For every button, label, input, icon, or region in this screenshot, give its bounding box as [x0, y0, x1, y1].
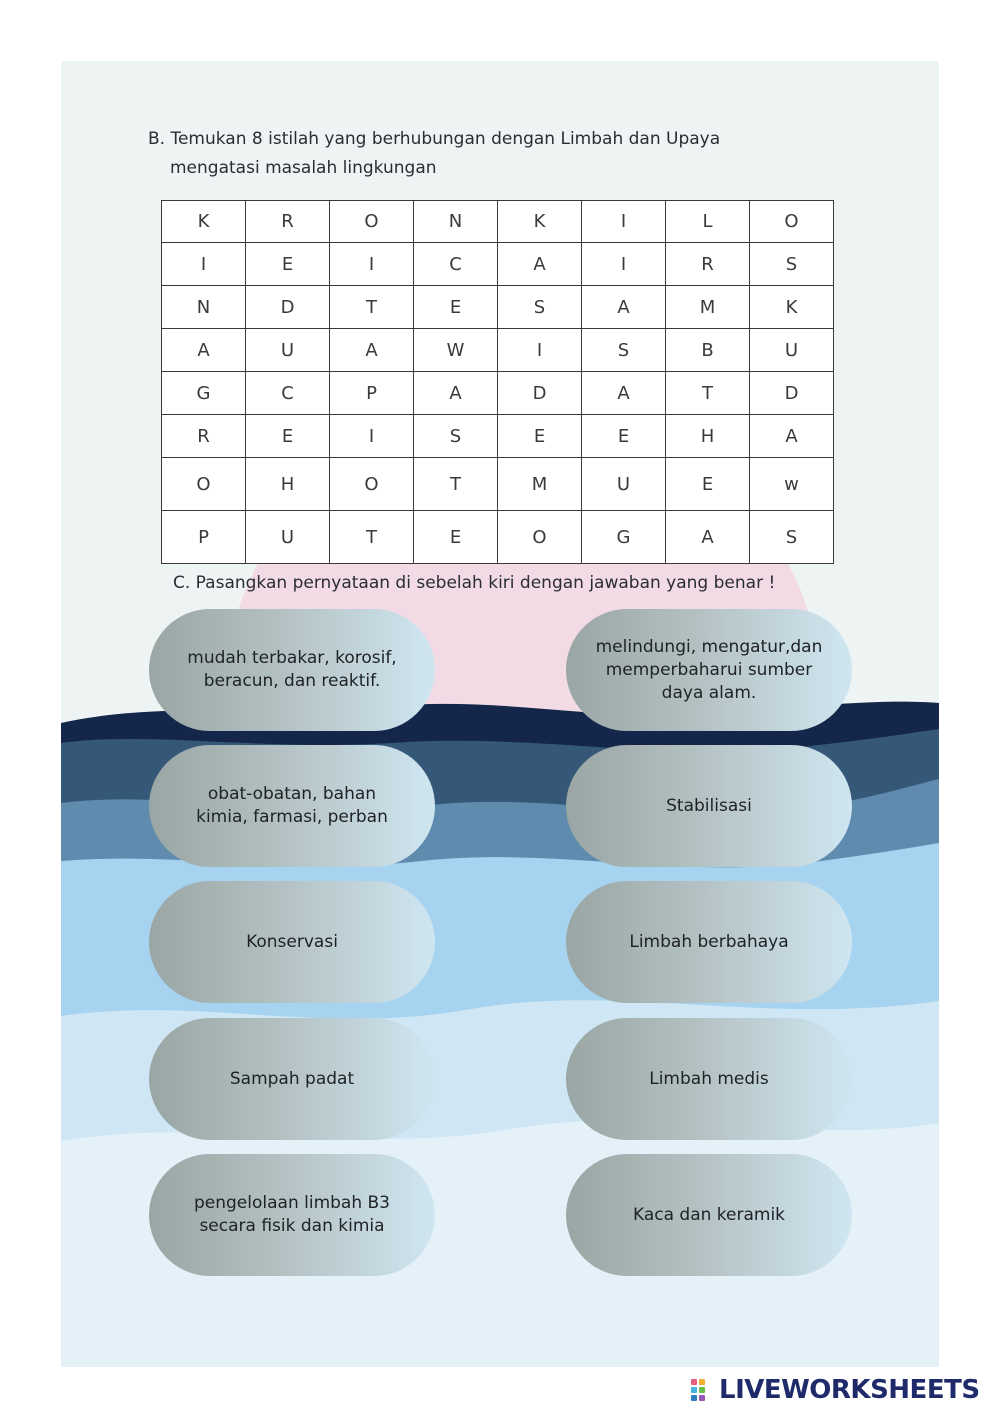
section-b-line1: B. Temukan 8 istilah yang berhubungan dengan Limbah dan Upaya: [148, 129, 721, 149]
card-text-line: kimia, farmasi, perban: [196, 807, 388, 827]
grid-cell[interactable]: O: [498, 511, 582, 564]
liveworksheets-icon: [691, 1378, 715, 1402]
grid-cell[interactable]: N: [414, 201, 498, 243]
grid-cell[interactable]: S: [750, 511, 834, 564]
grid-cell[interactable]: O: [330, 458, 414, 511]
card-text-line: mudah terbakar, korosif,: [187, 648, 397, 668]
statement-card-1[interactable]: [149, 609, 435, 731]
grid-cell[interactable]: T: [414, 458, 498, 511]
grid-cell[interactable]: E: [666, 458, 750, 511]
grid-cell[interactable]: R: [162, 415, 246, 458]
grid-cell[interactable]: U: [246, 329, 330, 372]
grid-cell[interactable]: S: [414, 415, 498, 458]
card-text-line: Sampah padat: [229, 1068, 355, 1089]
answer-card-3[interactable]: [566, 881, 852, 1003]
grid-cell[interactable]: A: [582, 372, 666, 415]
card-text-line: Limbah berbahaya: [629, 931, 789, 952]
grid-cell[interactable]: D: [246, 286, 330, 329]
grid-cell[interactable]: E: [582, 415, 666, 458]
grid-row: [162, 201, 834, 243]
grid-cell[interactable]: I: [582, 201, 666, 243]
grid-row: [162, 415, 834, 458]
grid-cell[interactable]: W: [414, 329, 498, 372]
card-text: [230, 1068, 354, 1091]
grid-cell[interactable]: L: [666, 201, 750, 243]
grid-row: [162, 511, 834, 564]
card-text: [649, 1068, 769, 1091]
card-text-line: Limbah medis: [649, 1068, 769, 1089]
statement-card-3[interactable]: [149, 881, 435, 1003]
card-text: [196, 783, 388, 829]
grid-cell[interactable]: R: [246, 201, 330, 243]
grid-cell[interactable]: E: [246, 415, 330, 458]
grid-cell[interactable]: H: [246, 458, 330, 511]
card-text: [666, 795, 752, 818]
grid-cell[interactable]: M: [498, 458, 582, 511]
grid-cell[interactable]: E: [498, 415, 582, 458]
grid-cell[interactable]: P: [330, 372, 414, 415]
section-b-line2: mengatasi masalah lingkungan: [170, 158, 437, 178]
grid-cell[interactable]: T: [330, 286, 414, 329]
grid-cell[interactable]: U: [582, 458, 666, 511]
grid-cell[interactable]: H: [666, 415, 750, 458]
grid-cell[interactable]: D: [498, 372, 582, 415]
grid-cell[interactable]: D: [750, 372, 834, 415]
grid-cell[interactable]: T: [666, 372, 750, 415]
answer-card-5[interactable]: [566, 1154, 852, 1276]
grid-cell[interactable]: A: [162, 329, 246, 372]
grid-cell[interactable]: M: [666, 286, 750, 329]
grid-cell[interactable]: S: [582, 329, 666, 372]
grid-cell[interactable]: A: [330, 329, 414, 372]
grid-cell[interactable]: K: [750, 286, 834, 329]
statement-card-2[interactable]: [149, 745, 435, 867]
grid-cell[interactable]: G: [162, 372, 246, 415]
card-text-line: beracun, dan reaktif.: [203, 671, 381, 691]
card-text-line: secara fisik dan kimia: [199, 1216, 385, 1236]
grid-cell[interactable]: S: [498, 286, 582, 329]
grid-row: [162, 372, 834, 415]
section-c-instruction: C. Pasangkan pernyataan di sebelah kiri dengan jawaban yang benar !: [173, 573, 776, 593]
statement-card-5[interactable]: [149, 1154, 435, 1276]
card-text-line: memperbaharui sumber: [605, 659, 813, 680]
card-text-line: melindungi, mengatur,dan: [595, 636, 823, 657]
grid-cell[interactable]: A: [498, 243, 582, 286]
grid-cell[interactable]: O: [330, 201, 414, 243]
card-text: [194, 1192, 390, 1238]
liveworksheets-logo-text: LIVEWORKSHEETS: [719, 1375, 980, 1405]
card-text: [246, 931, 338, 954]
grid-cell[interactable]: G: [582, 511, 666, 564]
card-text: [629, 931, 788, 954]
grid-cell[interactable]: U: [750, 329, 834, 372]
grid-row: [162, 286, 834, 329]
grid-row: [162, 329, 834, 372]
card-text-line: Konservasi: [246, 931, 338, 952]
grid-cell[interactable]: S: [750, 243, 834, 286]
answer-card-2[interactable]: [566, 745, 852, 867]
grid-cell[interactable]: K: [498, 201, 582, 243]
worksheet-page: [61, 61, 939, 1367]
grid-cell[interactable]: I: [162, 243, 246, 286]
grid-cell[interactable]: A: [666, 511, 750, 564]
grid-cell[interactable]: E: [246, 243, 330, 286]
card-text-line: daya alam.: [661, 682, 757, 703]
grid-cell[interactable]: A: [582, 286, 666, 329]
grid-cell[interactable]: A: [750, 415, 834, 458]
card-text: [596, 636, 823, 705]
grid-cell[interactable]: O: [162, 458, 246, 511]
grid-cell[interactable]: E: [414, 286, 498, 329]
card-text: [633, 1204, 785, 1227]
statement-card-4[interactable]: [149, 1018, 435, 1140]
card-text: [187, 647, 396, 693]
grid-cell[interactable]: N: [162, 286, 246, 329]
answer-card-1[interactable]: [566, 609, 852, 731]
grid-cell[interactable]: U: [246, 511, 330, 564]
grid-cell[interactable]: I: [330, 415, 414, 458]
grid-cell[interactable]: T: [330, 511, 414, 564]
grid-cell[interactable]: E: [414, 511, 498, 564]
section-b-instruction: [148, 125, 788, 183]
card-text-line: obat-obatan, bahan: [207, 784, 377, 804]
card-text-line: Stabilisasi: [666, 795, 752, 816]
card-text-line: pengelolaan limbah B3: [193, 1193, 390, 1213]
grid-cell[interactable]: I: [582, 243, 666, 286]
grid-cell[interactable]: O: [750, 201, 834, 243]
grid-cell[interactable]: A: [414, 372, 498, 415]
grid-cell[interactable]: R: [666, 243, 750, 286]
answer-card-4[interactable]: [566, 1018, 852, 1140]
grid-row: [162, 243, 834, 286]
grid-cell[interactable]: C: [246, 372, 330, 415]
grid-cell[interactable]: I: [330, 243, 414, 286]
grid-cell[interactable]: w: [750, 458, 834, 511]
grid-cell[interactable]: K: [162, 201, 246, 243]
grid-row: [162, 458, 834, 511]
grid-cell[interactable]: B: [666, 329, 750, 372]
grid-cell[interactable]: I: [498, 329, 582, 372]
liveworksheets-logo: [691, 1374, 980, 1406]
card-text-line: Kaca dan keramik: [632, 1204, 786, 1225]
grid-cell[interactable]: P: [162, 511, 246, 564]
grid-cell[interactable]: C: [414, 243, 498, 286]
word-search-grid[interactable]: [161, 200, 834, 564]
